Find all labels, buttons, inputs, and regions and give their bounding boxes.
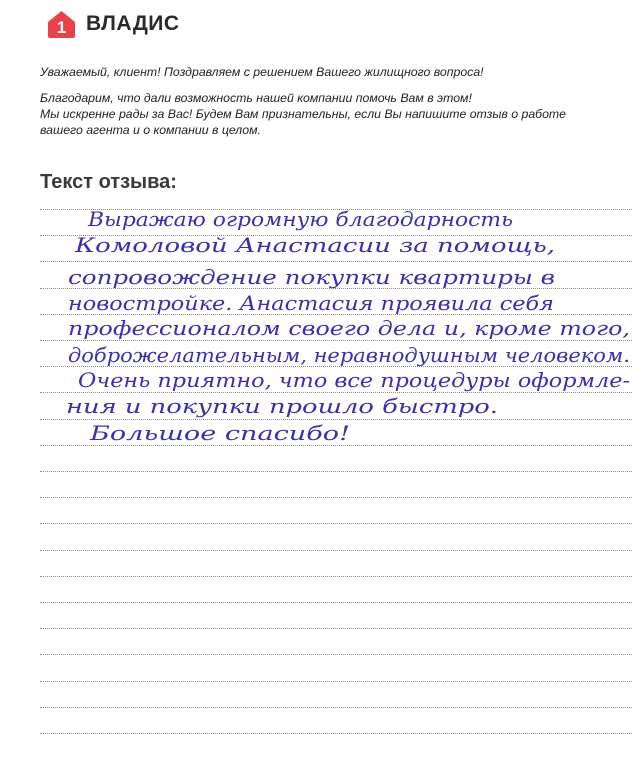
handwritten-line: новостройке. Анастасия проявила себя [68,291,554,315]
ruled-line [40,314,632,315]
review-heading: Текст отзыва: [40,171,177,193]
handwritten-line: ния и покупки прошло быстро. [66,394,498,418]
ruled-line [40,707,632,708]
ruled-line [40,419,632,420]
ruled-line [40,681,632,682]
ruled-line [40,288,632,289]
ruled-line [40,235,632,236]
handwritten-line: Большое спасибо! [88,421,351,445]
ruled-line [40,471,632,472]
ruled-line [40,602,632,603]
company-logo [47,9,180,39]
ruled-line [40,654,632,655]
request-text-continued: вашего агента и о компании в целом. [40,123,261,137]
handwritten-line: профессионалом своего дела и, кроме того, [68,316,630,340]
ruled-line [40,209,632,210]
handwritten-line: доброжелательным, неравнодушным человеком. [68,343,630,367]
greeting-text: Уважаемый, клиент! Поздравляем с решением Вашего жилищного вопроса! [40,65,484,79]
svg-text:1: 1 [56,17,67,37]
ruled-line [40,445,632,446]
ruled-line [40,497,632,498]
ruled-line [40,733,632,734]
ruled-line [40,366,632,367]
ruled-line [40,340,632,341]
ruled-line [40,261,632,262]
handwritten-line: Очень приятно, что все процедуры оформле- [78,368,631,392]
ruled-line [40,576,632,577]
ruled-line [40,628,632,629]
handwritten-line: Комоловой Анастасии за помощь, [73,233,555,257]
request-text: Мы искренне рады за Вас! Будем Вам признательны, если Вы напишите отзыв о работе [40,107,567,121]
handwritten-line: Выражаю огромную благодарность [86,207,513,231]
handwritten-line: сопровождение покупки квартиры в [68,265,555,289]
house-icon [47,10,76,39]
thanks-text: Благодарим, что дали возможность нашей компании помочь Вам в этом! [40,91,472,105]
ruled-line [40,550,632,551]
ruled-line [40,392,632,393]
ruled-line [40,523,632,524]
brand-name: ВЛАДИС [86,12,180,35]
